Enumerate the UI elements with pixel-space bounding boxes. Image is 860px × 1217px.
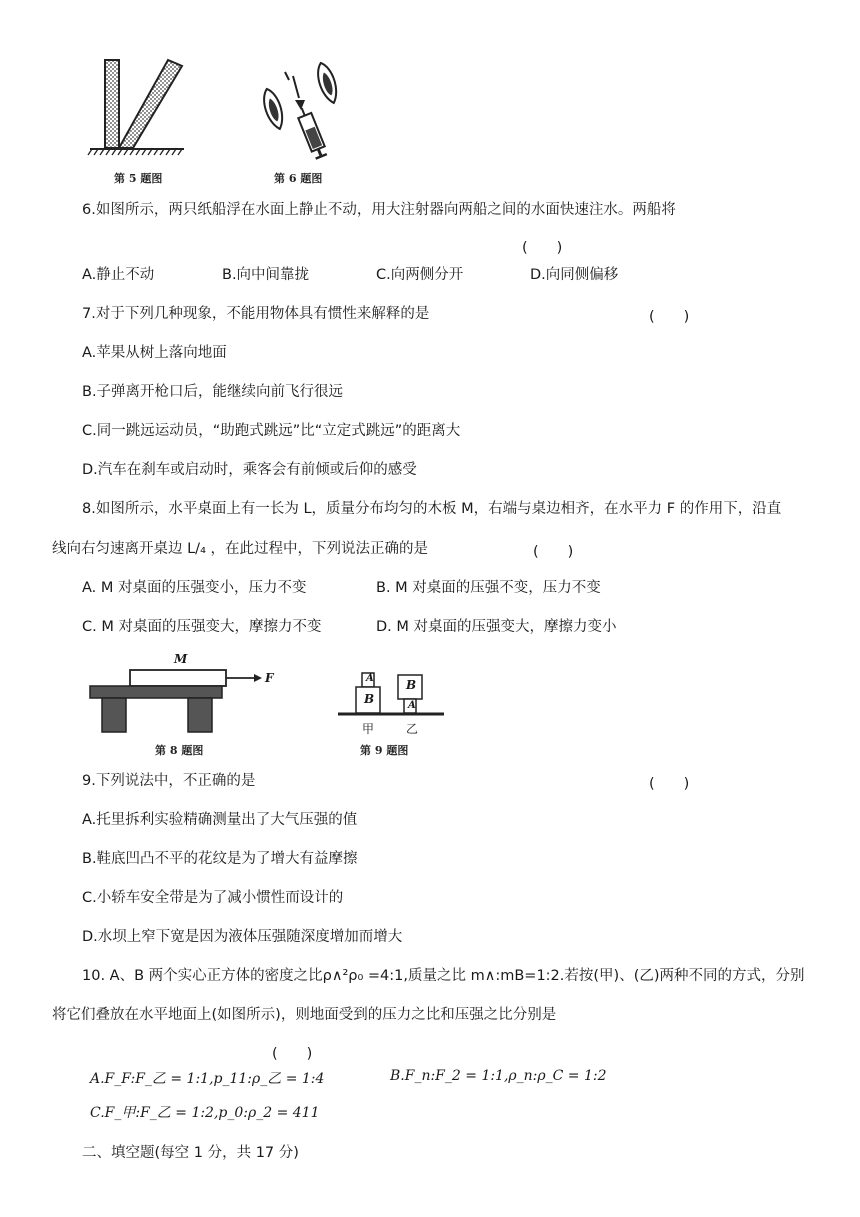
question-10-option-b: B.F_n:F_2 = 1:1,ρ_n:ρ_C = 1:2	[390, 1068, 607, 1084]
figure-9-label-jia: 甲	[362, 722, 375, 736]
figure-9-label-b-top: B	[406, 678, 417, 692]
question-8-option-a: A. M 对桌面的压强变小，压力不变	[82, 580, 307, 596]
question-9-option-a: A.托里拆利实验精确测量出了大气压强的值	[82, 812, 358, 828]
figure-9-label-a-top: A	[366, 673, 374, 684]
question-10-option-a: A.F_F:F_乙 = 1:1,p_11:ρ_乙 = 1:4	[90, 1071, 325, 1087]
figure-9-diagram	[336, 670, 446, 720]
figure-9-label-b-bottom: B	[364, 692, 375, 706]
question-8-answer-paren: ( )	[533, 544, 574, 560]
question-6-option-a: A.静止不动	[82, 267, 155, 283]
question-9-stem: 9.下列说法中，不正确的是	[82, 773, 256, 789]
figure-9-label-yi: 乙	[406, 722, 419, 736]
question-7-option-d: D.汽车在刹车或启动时，乘客会有前倾或后仰的感受	[82, 462, 417, 478]
question-7-option-c: C.同一跳远运动员，“助跑式跳远”比“立定式跳远”的距离大	[82, 423, 461, 439]
figure-5-diagram	[88, 52, 188, 162]
question-10-stem-line1: 10. A、B 两个实心正方体的密度之比ρ∧²ρ₀ =4:1,质量之比 m∧:mB=1:2.若按(甲)、(乙)两种不同的方式，分别	[82, 968, 805, 984]
question-7-option-a: A.苹果从树上落向地面	[82, 345, 227, 361]
figure-6-caption: 第 6 题图	[274, 172, 323, 185]
figure-9-caption: 第 9 题图	[360, 744, 409, 757]
question-7-stem: 7.对于下列几种现象，不能用物体具有惯性来解释的是	[82, 306, 430, 322]
question-6-answer-paren: ( )	[522, 240, 563, 256]
question-10-option-c: C.F_甲:F_乙 = 1:2,p_0:ρ_2 = 411	[90, 1105, 320, 1121]
question-9-option-d: D.水坝上窄下宽是因为液体压强随深度增加而增大	[82, 929, 403, 945]
question-7-answer-paren: ( )	[649, 309, 690, 325]
question-6-option-b: B.向中间靠拢	[222, 267, 310, 283]
question-6-option-d: D.向同侧偏移	[530, 267, 619, 283]
question-6-option-c: C.向两侧分开	[376, 267, 464, 283]
section-2-title: 二、填空题(每空 1 分，共 17 分)	[82, 1145, 299, 1161]
figure-6-diagram	[255, 58, 355, 168]
question-8-stem-line2: 线向右匀速离开桌边 L/₄ ，在此过程中，下列说法正确的是	[52, 541, 428, 557]
figure-8-diagram	[88, 652, 288, 737]
question-9-answer-paren: ( )	[649, 776, 690, 792]
question-8-option-b: B. M 对桌面的压强不变，压力不变	[376, 580, 601, 596]
figure-5-caption: 第 5 题图	[114, 172, 163, 185]
question-7-option-b: B.子弹离开枪口后，能继续向前飞行很远	[82, 384, 344, 400]
question-8-option-c: C. M 对桌面的压强变大，摩擦力不变	[82, 619, 322, 635]
figure-8-caption: 第 8 题图	[155, 744, 204, 757]
question-10-answer-paren: ( )	[272, 1046, 313, 1062]
question-8-stem-line1: 8.如图所示，水平桌面上有一长为 L，质量分布均匀的木板 M，右端与桌边相齐，在水平力 F 的作用下，沿直	[82, 501, 782, 517]
figure-9-label-a-bottom: A	[408, 700, 416, 711]
question-8-option-d: D. M 对桌面的压强变大，摩擦力变小	[376, 619, 617, 635]
question-9-option-c: C.小轿车安全带是为了减小惯性而设计的	[82, 890, 344, 906]
question-9-option-b: B.鞋底凹凸不平的花纹是为了增大有益摩擦	[82, 851, 358, 867]
figure-8-label-m: M	[174, 652, 188, 666]
question-6-stem: 6.如图所示，两只纸船浮在水面上静止不动，用大注射器向两船之间的水面快速注水。两船将	[82, 202, 676, 218]
question-10-stem-line2: 将它们叠放在水平地面上(如图所示)，则地面受到的压力之比和压强之比分别是	[52, 1007, 557, 1023]
figure-8-label-f: F	[265, 671, 274, 685]
